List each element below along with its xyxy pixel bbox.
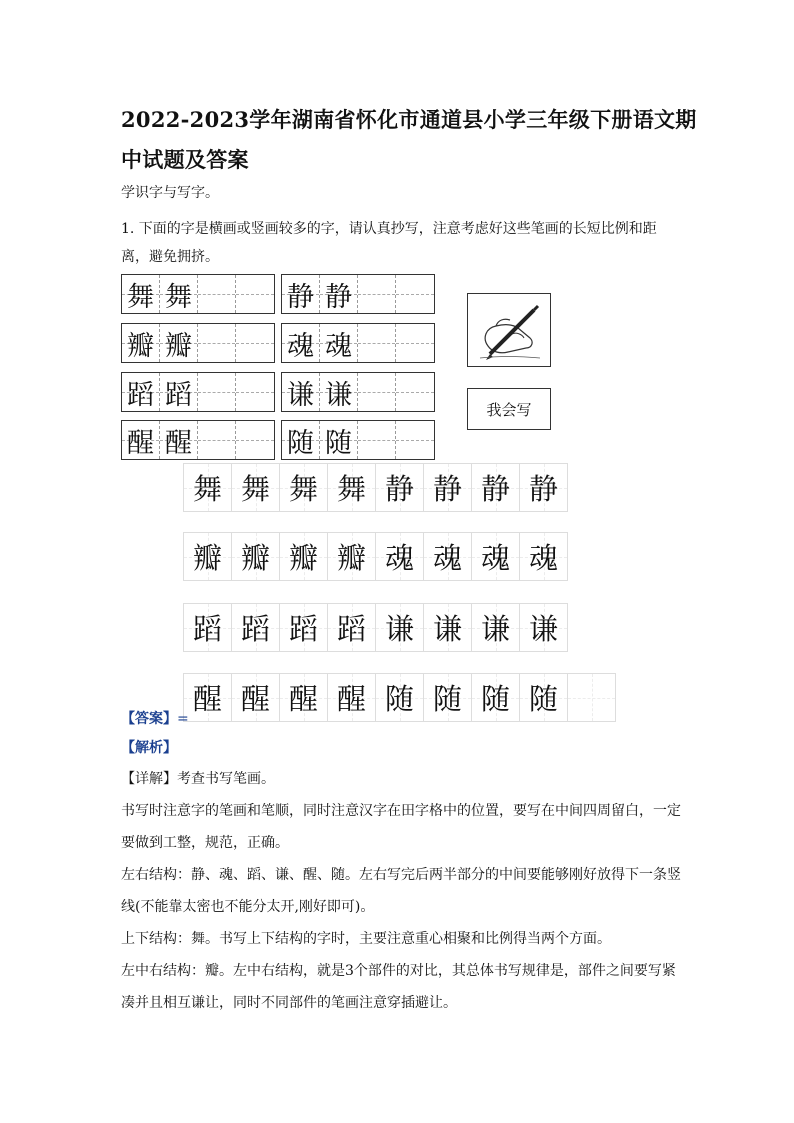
grid-cell xyxy=(282,373,320,411)
answer-cell xyxy=(519,603,568,652)
grid-char: 瓣 xyxy=(127,330,154,362)
answer-char: 瓣 xyxy=(336,541,366,575)
grid-cell xyxy=(160,373,198,411)
grid-char: 瓣 xyxy=(165,330,192,362)
detail-1: 【详解】考查书写笔画。 xyxy=(121,771,275,787)
answer-cell xyxy=(375,603,424,652)
title-line-1: 2022-2023学年湖南省怀化市通道县小学三年级下册语文期 xyxy=(121,107,697,132)
answer-cell xyxy=(519,673,568,722)
answer-cell xyxy=(231,532,280,581)
grid-char: 醒 xyxy=(127,427,154,459)
answer-char: 静 xyxy=(384,472,414,506)
grid-cell[interactable] xyxy=(358,373,396,411)
answer-cell xyxy=(471,532,520,581)
answer-char: 蹈 xyxy=(192,612,222,646)
answer-cell xyxy=(423,532,472,581)
answer-cell xyxy=(231,673,280,722)
answer-char: 随 xyxy=(480,682,510,716)
page-title xyxy=(121,100,697,180)
answer-char: 静 xyxy=(528,472,558,506)
answer-cell xyxy=(471,673,520,722)
answer-cell xyxy=(231,603,280,652)
answer-char: 魂 xyxy=(432,541,462,575)
detail-2: 书写时注意字的笔画和笔顺，同时注意汉字在田字格中的位置，要写在中间四周留白，一定要做到工整，规范，正确。 xyxy=(121,803,681,851)
grid-cell xyxy=(122,373,160,411)
grid-cell xyxy=(122,324,160,362)
grid-cell[interactable] xyxy=(198,324,236,362)
answer-char: 醒 xyxy=(336,682,366,716)
grid-cell xyxy=(122,421,160,459)
grid-char: 随 xyxy=(287,427,314,459)
answer-char: 随 xyxy=(384,682,414,716)
write-label-box xyxy=(467,388,551,430)
question-grid-right xyxy=(281,420,435,460)
grid-cell[interactable] xyxy=(236,275,274,313)
answer-cell xyxy=(327,463,376,512)
answer-grid-row xyxy=(183,673,615,722)
grid-cell[interactable] xyxy=(236,373,274,411)
answer-cell xyxy=(279,532,328,581)
answer-char: 谦 xyxy=(432,612,462,646)
section-heading: 学识字与写字。 xyxy=(121,185,219,201)
detail-4: 上下结构：舞。书写上下结构的字时，主要注意重心相聚和比例得当两个方面。 xyxy=(121,931,611,947)
answer-char: 静 xyxy=(480,472,510,506)
grid-char: 静 xyxy=(325,281,352,313)
answer-char: 醒 xyxy=(240,682,270,716)
answer-cell xyxy=(519,532,568,581)
question-grid-left xyxy=(121,274,275,314)
grid-char: 谦 xyxy=(325,379,352,411)
question-grid-left xyxy=(121,420,275,460)
grid-cell[interactable] xyxy=(358,324,396,362)
answer-cell xyxy=(519,463,568,512)
answer-cell xyxy=(183,603,232,652)
answer-cell xyxy=(279,463,328,512)
grid-cell xyxy=(122,275,160,313)
answer-char: 魂 xyxy=(384,541,414,575)
grid-cell[interactable] xyxy=(396,275,434,313)
grid-cell xyxy=(160,275,198,313)
answer-char: 随 xyxy=(528,682,558,716)
question-grid-right xyxy=(281,323,435,363)
answer-char: 蹈 xyxy=(240,612,270,646)
question-grid-right xyxy=(281,372,435,412)
grid-char: 舞 xyxy=(127,281,154,313)
grid-char: 舞 xyxy=(165,281,192,313)
grid-cell xyxy=(320,275,358,313)
pencil-hand-icon xyxy=(467,293,551,367)
grid-cell xyxy=(282,421,320,459)
grid-char: 蹈 xyxy=(127,379,154,411)
answer-label xyxy=(121,708,189,728)
grid-cell[interactable] xyxy=(198,373,236,411)
answer-cell xyxy=(567,673,616,722)
grid-cell[interactable] xyxy=(198,421,236,459)
grid-cell[interactable] xyxy=(198,275,236,313)
answer-char: 谦 xyxy=(480,612,510,646)
answer-char: 舞 xyxy=(192,472,222,506)
grid-cell xyxy=(320,421,358,459)
answer-cell xyxy=(471,463,520,512)
answer-cell xyxy=(279,603,328,652)
answer-eq: = xyxy=(177,711,189,727)
grid-cell xyxy=(320,373,358,411)
grid-cell[interactable] xyxy=(396,373,434,411)
answer-cell xyxy=(327,603,376,652)
answer-cell xyxy=(375,532,424,581)
answer-char: 舞 xyxy=(336,472,366,506)
grid-cell xyxy=(160,324,198,362)
grid-char: 醒 xyxy=(165,427,192,459)
detail-3: 左右结构：静、魂、蹈、谦、醒、随。左右写完后两半部分的中间要能够刚好放得下一条竖线(不能靠太密也不能分太开,刚好即可)。 xyxy=(121,867,681,915)
grid-cell[interactable] xyxy=(358,275,396,313)
grid-cell xyxy=(282,324,320,362)
answer-cell xyxy=(423,603,472,652)
answer-char: 醒 xyxy=(192,682,222,716)
answer-char: 谦 xyxy=(384,612,414,646)
grid-char: 随 xyxy=(325,427,352,459)
answer-grid-row xyxy=(183,463,567,512)
grid-char: 蹈 xyxy=(165,379,192,411)
answer-cell xyxy=(183,463,232,512)
question-1-text: 1. 下面的字是横画或竖画较多的字，请认真抄写，注意考虑好这些笔画的长短比例和距离，避免拥挤。 xyxy=(121,221,657,265)
grid-char: 静 xyxy=(287,281,314,313)
answer-char: 瓣 xyxy=(192,541,222,575)
title-line-2: 中试题及答案 xyxy=(121,147,249,172)
grid-cell[interactable] xyxy=(236,421,274,459)
answer-cell xyxy=(375,463,424,512)
question-grid-left xyxy=(121,323,275,363)
answer-cell xyxy=(327,532,376,581)
answer-grid-row xyxy=(183,603,567,652)
grid-cell[interactable] xyxy=(396,324,434,362)
question-grid-right xyxy=(281,274,435,314)
answer-cell xyxy=(231,463,280,512)
answer-char: 蹈 xyxy=(288,612,318,646)
answer-cell xyxy=(471,603,520,652)
grid-cell xyxy=(160,421,198,459)
grid-char: 谦 xyxy=(287,379,314,411)
answer-cell xyxy=(423,673,472,722)
answer-char: 蹈 xyxy=(336,612,366,646)
grid-cell[interactable] xyxy=(236,324,274,362)
answer-char: 醒 xyxy=(288,682,318,716)
answer-cell xyxy=(423,463,472,512)
answer-char: 随 xyxy=(432,682,462,716)
detail-5: 左中右结构：瓣。左中右结构，就是3个部件的对比，其总体书写规律是，部件之间要写紧凑并且相互谦让，同时不同部件的笔画注意穿插避让。 xyxy=(121,963,676,1011)
write-label: 我会写 xyxy=(486,400,532,419)
grid-cell xyxy=(320,324,358,362)
grid-cell[interactable] xyxy=(358,421,396,459)
grid-cell[interactable] xyxy=(396,421,434,459)
answer-grid-row xyxy=(183,532,567,581)
answer-cell xyxy=(327,673,376,722)
question-grid-left xyxy=(121,372,275,412)
answer-label-text: 【答案】 xyxy=(121,711,177,727)
answer-char: 静 xyxy=(432,472,462,506)
grid-cell xyxy=(282,275,320,313)
answer-cell xyxy=(279,673,328,722)
answer-char: 魂 xyxy=(480,541,510,575)
answer-char: 瓣 xyxy=(288,541,318,575)
answer-char: 谦 xyxy=(528,612,558,646)
answer-cell xyxy=(183,673,232,722)
answer-cell xyxy=(375,673,424,722)
grid-char: 魂 xyxy=(325,330,352,362)
answer-cell xyxy=(183,532,232,581)
answer-char: 舞 xyxy=(240,472,270,506)
answer-char: 魂 xyxy=(528,541,558,575)
answer-char: 舞 xyxy=(288,472,318,506)
grid-char: 魂 xyxy=(287,330,314,362)
analysis-label: 【解析】 xyxy=(121,740,177,756)
answer-char: 瓣 xyxy=(240,541,270,575)
